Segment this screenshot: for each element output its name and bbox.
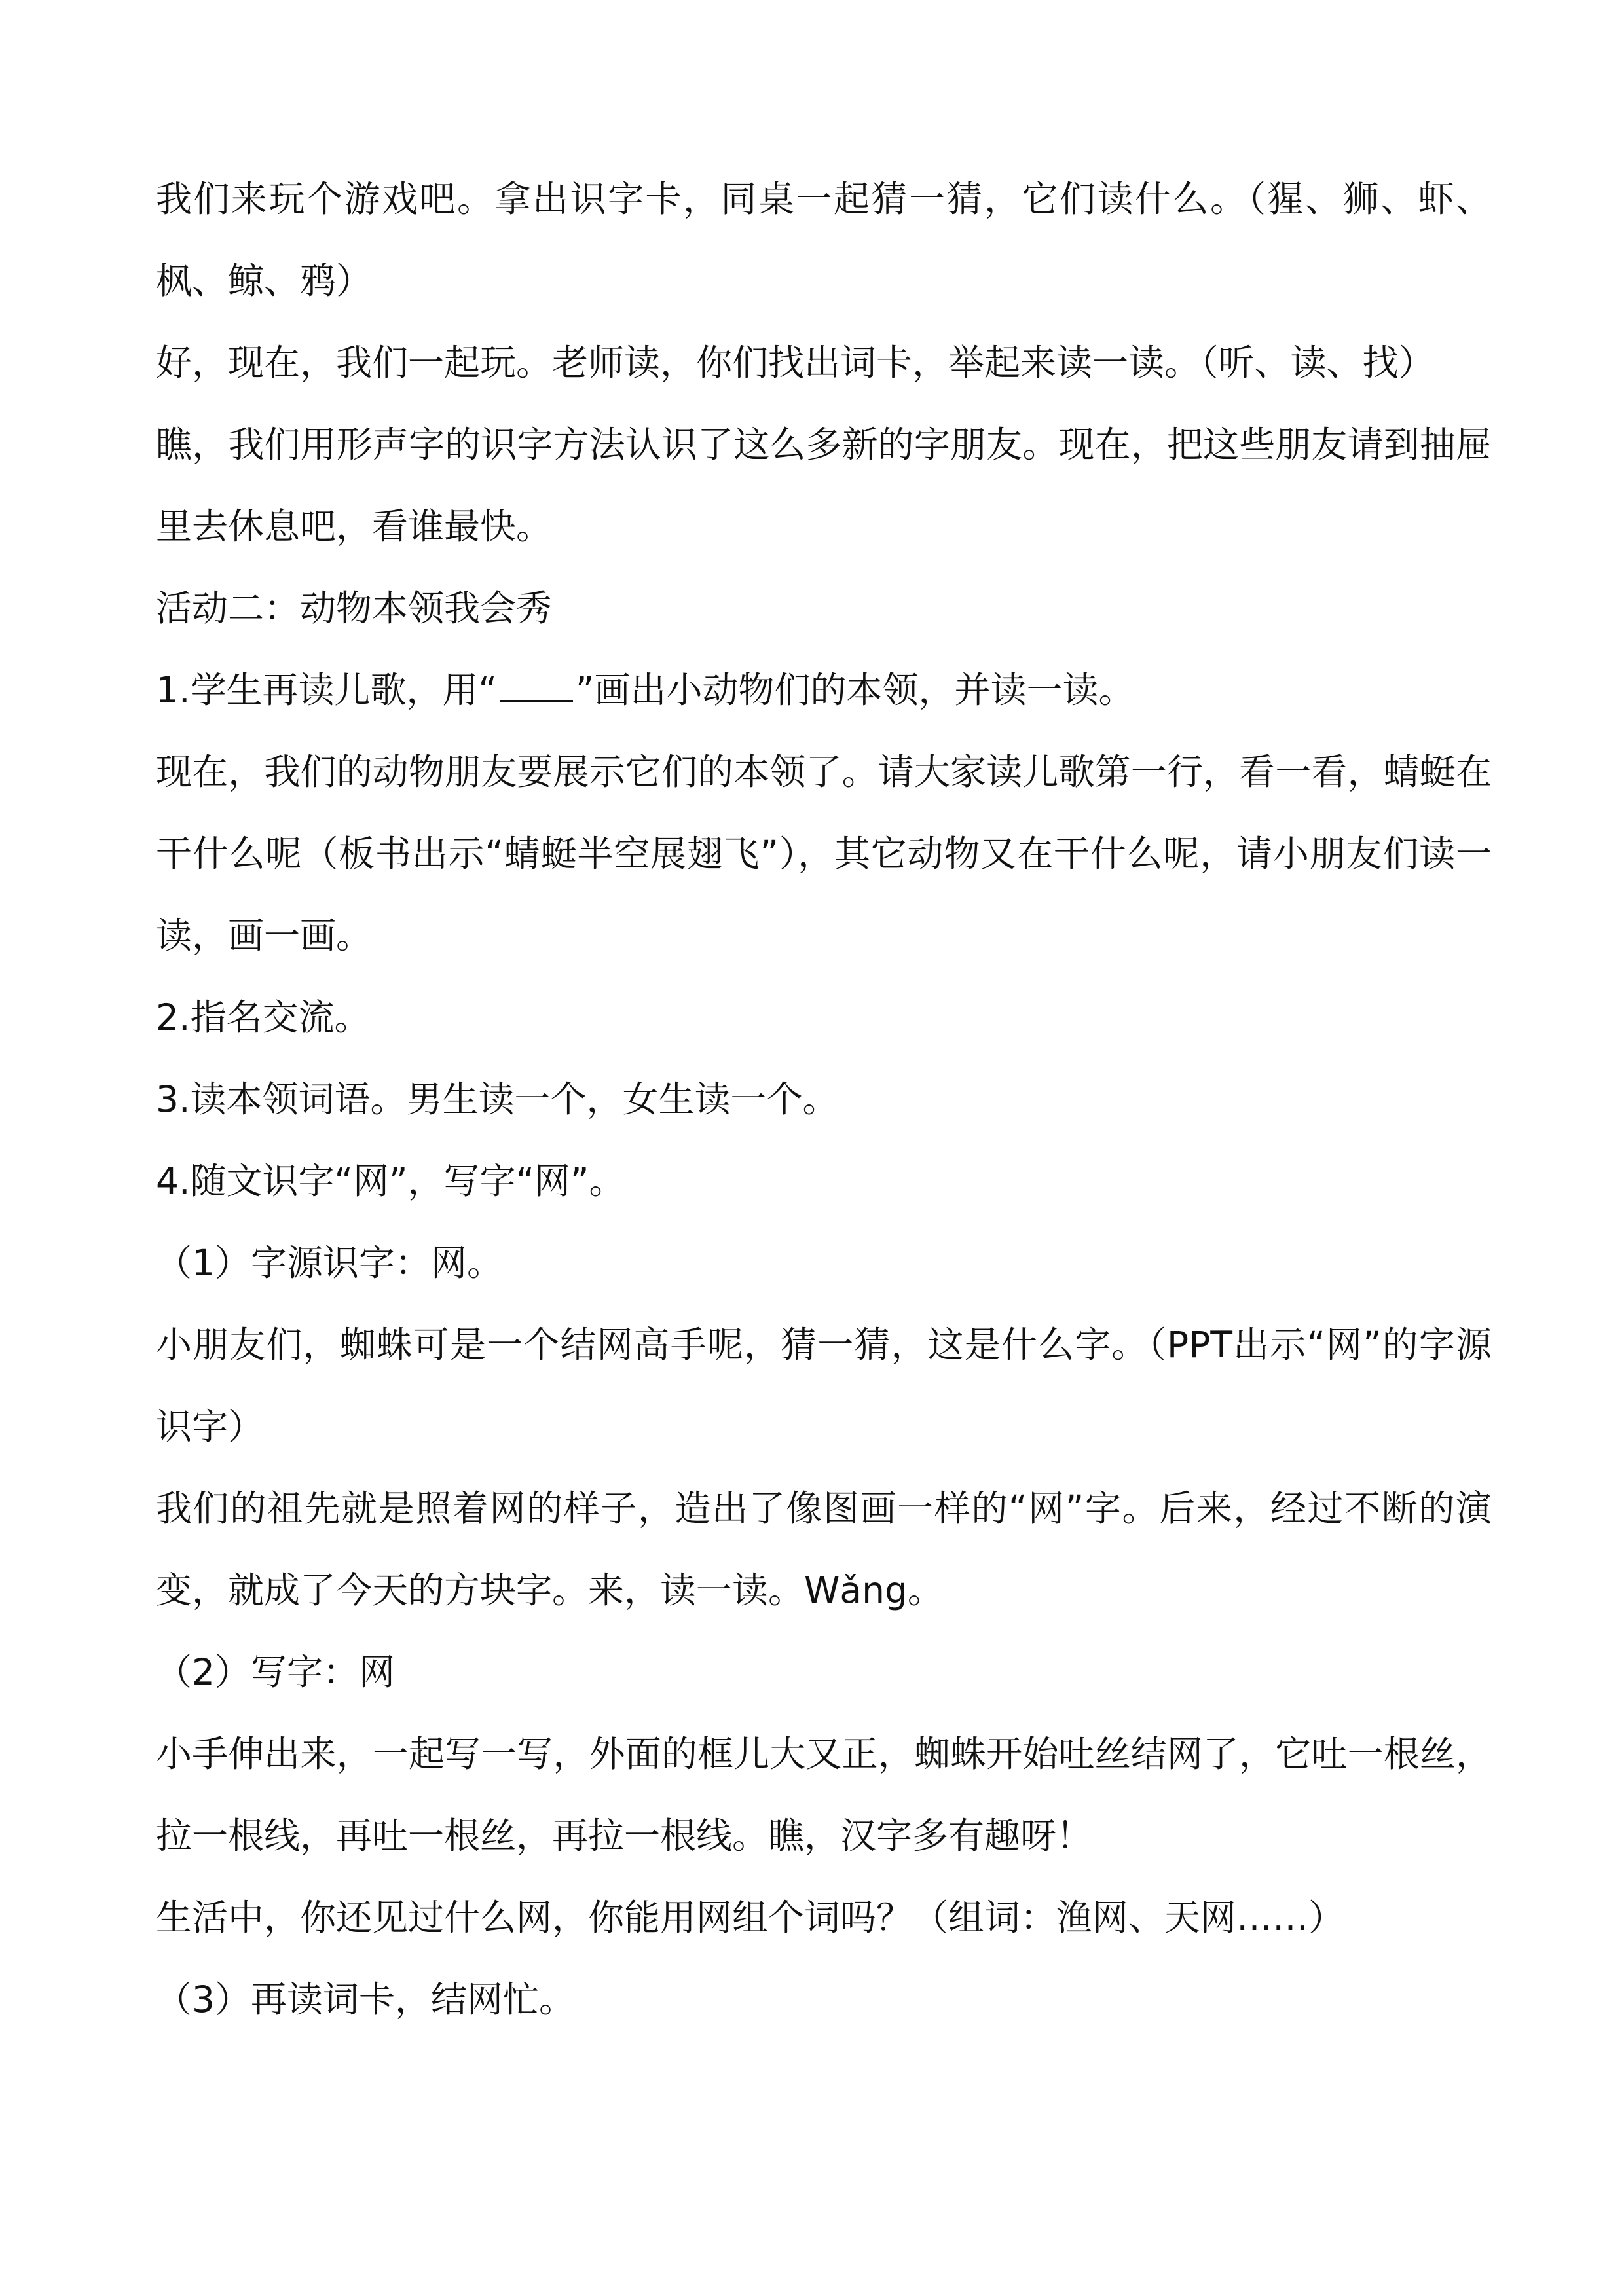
paragraph-show-skills: 现在，我们的动物朋友要展示它们的本领了。请大家读儿歌第一行，看一看，蜻蜓在干什么呢（板书出示“蜻蜓半空展翅飞”），其它动物又在干什么呢，请小朋友们读一读，画一画。 xyxy=(156,751,1492,957)
step-1-text-before: 1.学生再读儿歌，用“ xyxy=(156,669,497,711)
paragraph-step-1 xyxy=(156,649,1492,731)
paragraph-put-away-cards: 瞧，我们用形声字的识字方法认识了这么多新的字朋友。现在，把这些朋友请到抽屉里去休息吧，看谁最快。 xyxy=(156,424,1492,547)
paragraph-spider-guess: 小朋友们，蜘蛛可是一个结网高手呢，猜一猜，这是什么字。（PPT出示“网”的字源识字） xyxy=(156,1324,1492,1448)
paragraph-substep-3: （3）再读词卡，结网忙。 xyxy=(156,1978,575,2020)
paragraph-substep-2: （2）写字：网 xyxy=(156,1651,395,1693)
step-1-text-after: ”画出小动物们的本领，并读一读。 xyxy=(575,669,1135,711)
underline-blank xyxy=(500,674,573,702)
paragraph-word-building: 生活中，你还见过什么网，你能用网组个词吗？（组词：渔网、天网……） xyxy=(156,1897,1345,1939)
paragraph-step-2: 2.指名交流。 xyxy=(156,996,371,1038)
paragraph-step-4: 4.随文识字“网”，写字“网”。 xyxy=(156,1160,625,1202)
paragraph-character-origin: 我们的祖先就是照着网的样子，造出了像图画一样的“网”字。后来，经过不断的演变，就成了今天的方块字。来，读一读。Wǎng。 xyxy=(156,1487,1492,1611)
paragraph-writing-practice: 小手伸出来，一起写一写，外面的框儿大又正，蜘蛛开始吐丝结网了，它吐一根丝，拉一根线，再吐一根丝，再拉一根线。瞧，汉字多有趣呀！ xyxy=(156,1733,1492,1857)
paragraph-step-3: 3.读本领词语。男生读一个，女生读一个。 xyxy=(156,1078,839,1120)
section-heading-activity-two: 活动二：动物本领我会秀 xyxy=(156,587,553,629)
paragraph-substep-1: （1）字源识字：网。 xyxy=(156,1242,503,1284)
paragraph-play-together: 好，现在，我们一起玩。老师读，你们找出词卡，举起来读一读。（听、读、找） xyxy=(156,342,1435,384)
document-body xyxy=(156,158,1492,2041)
paragraph-game-intro: 我们来玩个游戏吧。拿出识字卡，同桌一起猜一猜，它们读什么。（猩、狮、虾、枫、鲸、鸦） xyxy=(156,178,1492,302)
